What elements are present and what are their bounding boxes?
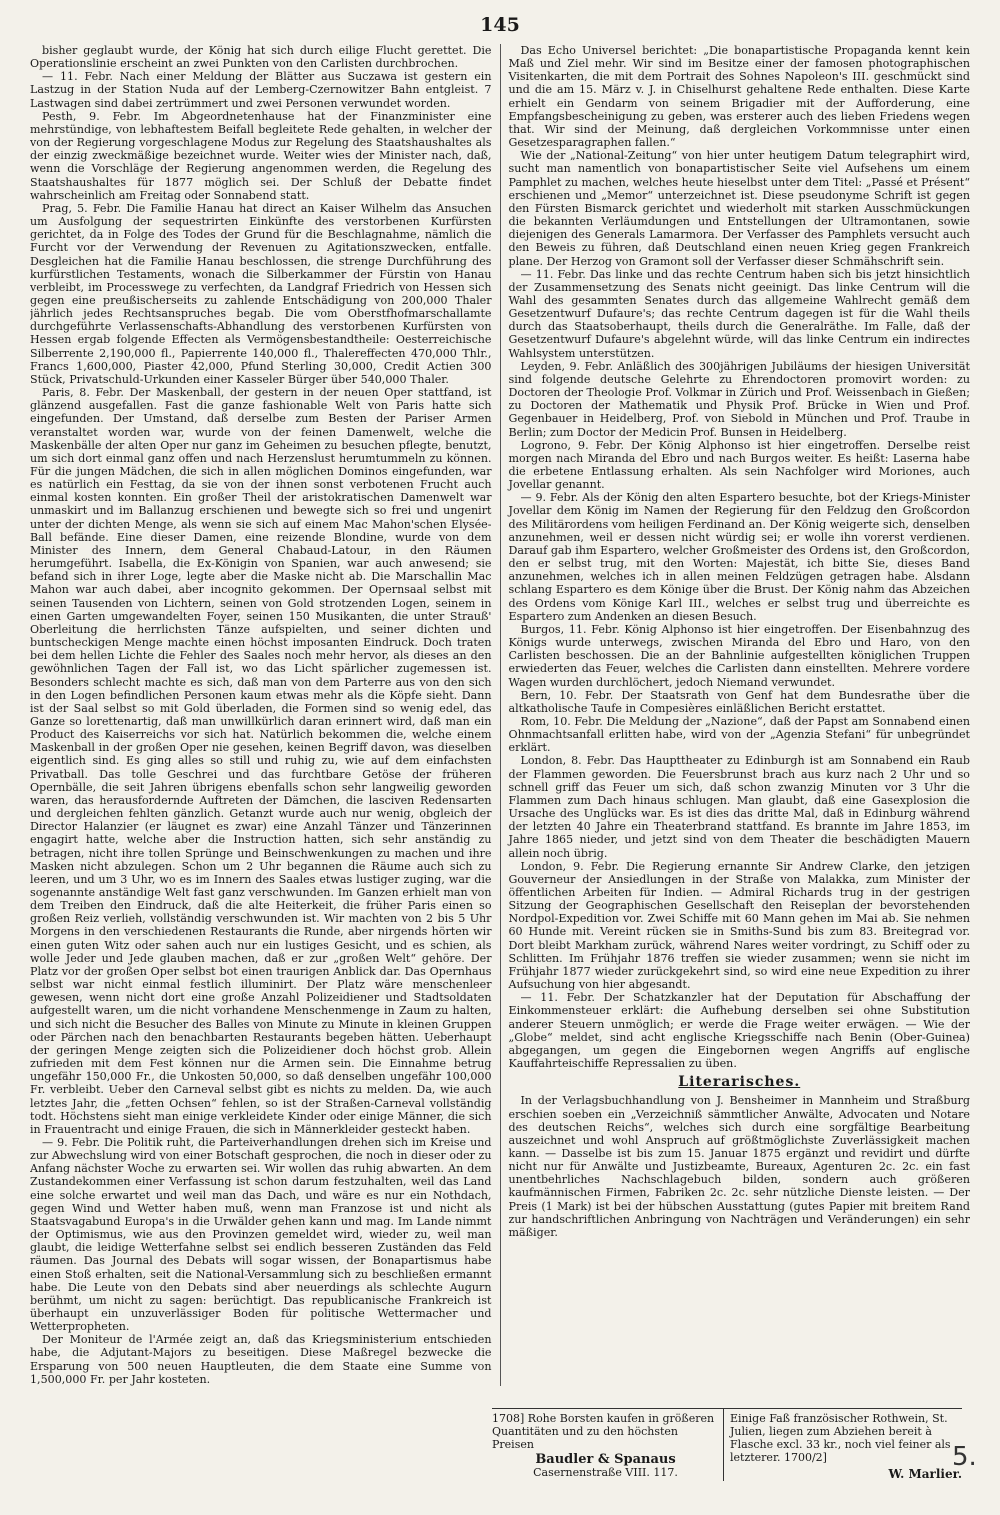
ad-address: Casernenstraße VIII. 117. [533,1466,678,1479]
article-paragraph: Paris, 8. Febr. Der Maskenball, der gestern in der neuen Oper stattfand, ist glänzend ausgefallen. Fast die ganze fashionable Welt von Paris hatte sich eingefunden. Der Umstand, daß derselbe zum Besten der Pariser Armen veranstaltet worden war, wurde von der feinen Damenwelt, welche die Maskenbälle der alten Oper nur ganz im Geheimen zu besuchen pflegte, benutzt, um sich dort einmal ganz offen und nach Herzenslust herumtummeln zu können. Für die jungen Mädchen, die sich in allen möglichen Dominos eingefunden, war es natürlich ein Festtag, da sie von der ihnen sonst verbotenen Frucht auch einmal kosten konnten. Ein großer Theil der aristokratischen Damenwelt war unmaskirt und im Ballanzug erschienen und bewegte sich so frei und ungenirt unter der dichten Menge, als wenn sie sich auf einem Mac Mahon'schen Elysée-Ball befände. Eine dieser Damen, eine reizende Blondine, wurde von dem Minister des Innern, dem General Chabaud-Latour, in den Räumen herumgeführt. Isabella, die Ex-Königin von Spanien, war auch anwesend; sie befand sich in ihrer Loge, legte aber die Maske nicht ab. Die Marschallin Mac Mahon war auch dabei, aber incognito gekommen. Der Opernsaal selbst mit seinen Tausenden von Lichtern, seinen von Gold strotzenden Logen, seinem in einen Garten umgewandelten Foyer, seinen 150 Musikanten, die unter Strauß' Oberleitung die herrlichsten Tänze aufspielten, und seiner dichten und buntscheckigen Menge machte einen höchst imposanten Eindruck. Doch traten bei dem hellen Lichte die Fehler des Saales noch mehr hervor, als dieses an den gewöhnlichen Tagen der Fall ist, wo das Licht spärlicher zugemessen ist. Besonders schlecht machte es sich, daß man von dem Parterre aus von den sich in den Logen befindlichen Personen kaum etwas mehr als die Köpfe sieht. Dann ist der Saal selbst so mit Gold überladen, die Formen sind so wenig edel, das Ganze so lorettenartig, daß man unwillkürlich daran erinnert wird, daß man ein Product des Kaiserreichs vor sich hat. Natürlich bekommen die, welche einem Maskenball in der großen Oper nie gesehen, keinen Begriff davon, was dieselben eigentlich sind. Es ging alles so still und ruhig zu, wie auf dem einfachsten Privatball. Das tolle Geschrei und das furchtbare Getöse der früheren Opernbälle, die seit Jahren übrigens ebenfalls schon sehr langweilig geworden waren, das herausfordernde Auftreten der Dämchen, die lasciven Redensarten und dergleichen fehlten gänzlich. Getanzt wurde auch nur wenig, obgleich der Director Halanzier (er läugnet es zwar) eine Anzahl Tänzer und Tänzerinnen engagirt hatte, welche aber die Instruction hatten, sich sehr anständig zu betragen, nicht ihre tollen Sprünge und Beinschwenkungen zu machen und ihre Masken nicht abzulegen. Schon um 2 Uhr begannen die Räume auch sich zu leeren, und um 3 Uhr, wo es im Innern des Saales etwas lustiger zuging, war die sogenannte anständige Welt fast ganz verschwunden. Im Ganzen erhielt man von dem Treiben den Eindruck, daß die alte Heiterkeit, die früher Paris einen so großen Reiz verlieh, vollständig verschwunden ist. Wir machten von 2 bis 5 Uhr Morgens in den verschiedenen Restaurants die Runde, aber nirgends hörten wir einen guten Witz oder sahen auch nur ein lustiges Gesicht, und es schien, als wolle Jeder und Jede glauben machen, daß er zur „großen Welt“ gehöre. Der Platz vor der großen Oper selbst bot einen traurigen Anblick dar. Das Opernhaus selbst war nicht einmal festlich illuminirt. Der Platz wäre menschenleer gewesen, wenn nicht dort eine große Anzahl Polizeidiener und Stadtsoldaten aufgestellt waren, um die nicht vorhandene Menschenmenge in Zaum zu halten, und sich nicht die Besucher des Balles von Minute zu Minute in kleinen Gruppen oder Pärchen nach den benachbarten Restaurants begeben hätten. Ueberhaupt der geringen Menge zeigten sich die Polizeidiener doch höchst grob. Allein zufrieden mit dem Fest können nur die Armen sein. Die Einnahme betrug ungefähr 150,000 Fr., die Unkosten 50,000, so daß denselben ungefähr 100,000 Fr. verbleibt. Ueber den Carneval selbst gibt es nichts zu melden. Da, wie auch letztes Jahr, die „fetten Ochsen“ fehlen, so ist der Straßen-Carneval vollständig todt. Höchstens sieht man einige verkleidete Kinder oder einige Männer, die sich in Frauentracht und einige Frauen, die sich in Männerkleider gesteckt haben. [30,386,492,1136]
article-paragraph: Burgos, 11. Febr. König Alphonso ist hier eingetroffen. Der Eisenbahnzug des Königs wurde unterwegs, zwischen Miranda del Ebro und Haro, von den Carlisten beschossen. Die an der Bahnlinie aufgestellten königlichen Truppen erwiederten das Feuer, welches die Carlisten dann einstellten. Mehrere vordere Wagen wurden durchlöchert, jedoch Niemand verwundet. [508,622,970,689]
article-paragraph: — 9. Febr. Die Politik ruht, die Parteiverhandlungen drehen sich im Kreise und zur Abwechslung wird von einer Botschaft gesprochen, die noch in dieser oder zu Anfang nächster Woche zu erwarten sei. Wir wollen das ruhig abwarten. An dem Zustandekommen einer Verfassung ist schon darum festzuhalten, weil das Land eine solche erwartet und weil man das Dach, und wäre es nur ein Nothdach, gegen Wind und Wetter haben muß, wenn man Franzose ist und nicht als Staatsvagabund Europa's in die Urwälder gehen kann und mag. Im Lande nimmt der Optimismus, wie aus den Provinzen gemeldet wird, wieder zu, weil man glaubt, die leidige Wetterfahne selbst sei endlich besseren Zuständen das Feld räumen. Das Journal des Debats will sogar wissen, der Bonapartismus habe einen Stoß erhalten, seit die National-Versammlung sich zu beschließen ermannt habe. Die Leute von den Debats sind aber neuerdings als schlechte Augurn berühmt, um nicht zu sagen: berüchtigt. Das republicanische Frankreich ist überhaupt ein unzuverlässiger Boden für politische Wettermacher und Wetterpropheten. [30,1135,492,1334]
article-paragraph: — 11. Febr. Das linke und das rechte Centrum haben sich bis jetzt hinsichtlich der Zusammensetzung des Senats nicht geeinigt. Das linke Centrum will die Wahl des gesammten Senates durch das allgemeine Wahlrecht gemäß dem Gesetzentwurf Dufaure's; das rechte Centrum dagegen ist für die Wahl theils durch das Staatsoberhaupt, theils durch die Generalräthe. Im Falle, daß der Gesetzentwurf Dufaure's abgelehnt würde, will das linke Centrum ein indirectes Wahlsystem unterstützen. [508,267,970,360]
literary-paragraph: In der Verlagsbuchhandlung von J. Bensheimer in Mannheim und Straßburg erschien soeben ein „Verzeichniß sämmtlicher Anwälte, Advocaten und Notare des deutschen Reichs“, welches sich durch eine sorgfältige Bearbeitung auszeichnet und wohl Anspruch auf größtmöglichste Zuverlässigkeit machen kann. — Dasselbe ist bis zum 15. Januar 1875 ergänzt und revidirt und dürfte nicht nur für Anwälte und Justizbeamte, Bureaux, Agenturen 2c. 2c. ein fast unentbehrliches Nachschlagebuch bilden, sondern auch größeren kaufmännischen Firmen, Fabriken 2c. 2c. sehr nützliche Dienste leisten. — Der Preis (1 Mark) ist bei der hübschen Ausstattung (gutes Papier mit breitem Rand zur handschriftlichen Anbringung von Nachträgen und Veränderungen) ein sehr mäßiger. [508,1094,970,1239]
article-paragraph: Logrono, 9. Febr. Der König Alphonso ist hier eingetroffen. Derselbe reist morgen nach Miranda del Ebro und nach Burgos weiter. Es heißt: Laserna habe die erbetene Entlassung erhalten. Als sein Nachfolger wird Moriones, auch Jovellar genannt. [508,438,970,492]
article-paragraph: Wie der „National-Zeitung“ von hier unter heutigem Datum telegraphirt wird, sucht man namentlich von bonapartistischer Seite viel Aufsehens um einem Pamphlet zu machen, welches heute hieselbst unter dem Titel: „Passé et Présent“ erschienen und „Memor“ unterzeichnet ist. Diese pseudonyme Schrift ist gegen den Fürsten Bismarck gerichtet und wiederholt mit starken Ausschmückungen die bekannten Verläumdungen und Entstellungen der Ultramontanen, sowie diejenigen des Generals Lamarmora. Der Verfasser des Pamphlets versucht auch den Beweis zu führen, daß Deutschland einen neuen Krieg gegen Frankreich plane. Der Herzog von Gramont soll der Verfasser dieser Schmähschrift sein. [508,149,970,268]
columns [30,44,970,1386]
advertisement-rothwein [724,1409,962,1481]
article-paragraph: bisher geglaubt wurde, der König hat sich durch eilige Flucht gerettet. Die Operationslinie erscheint an zwei Punkten von den Carlisten durchbrochen. [30,44,492,71]
article-paragraph: — 11. Febr. Der Schatzkanzler hat der Deputation für Abschaffung der Einkommensteuer erklärt: die Aufhebung derselben sei ohne Substitution anderer Steuern unmöglich; er werde die Frage weiter erwägen. — Wie der „Globe“ meldet, sind acht englische Kriegsschiffe nach Benin (Ober-Guinea) abgegangen, um gegen die Eingebornen wegen Angriffs auf englische Kauffahrteischiffe Repressalien zu üben. [508,991,970,1071]
right-column [500,44,971,1386]
article-paragraph: Prag, 5. Febr. Die Familie Hanau hat direct an Kaiser Wilhelm das Ansuchen um Ausfolgung der sequestrirten Einkünfte des verstorbenen Kurfürsten gerichtet, da in Folge des Todes der Grund für die Beschlagnahme, nämlich die Furcht vor der Verwendung der Revenuen zu Agitationszwecken, entfalle. Desgleichen hat die Familie Hanau beschlossen, die strenge Durchführung des kurfürstlichen Testaments, wonach die Silberkammer der Fürstin von Hanau verbleibt, im Processwege zu verfechten, da Landgraf Friedrich von Hessen sich gegen eine preußischerseits zu zahlende Entschädigung von 200,000 Thaler jährlich jedes Rechtsanspruches begab. Die vom Oberstfhofmarschallamte durchgeführte Verlassenschafts-Abhandlung des verstorbenen Kurfürsten von Hessen ergab folgende Effecten als Vermögensbestandtheile: Oesterreichische Silberrente 2,190,000 fl., Papierrente 140,000 fl., Thalereffecten 470,000 Thlr., Francs 1,600,000, Piaster 42,000, Pfund Sterling 30,000, Credit Actien 300 Stück, Privatschuld-Urkunden einer Kasseler Bürger über 540,000 Thaler. [30,201,492,386]
page-number: 145 [480,14,520,36]
article-paragraph: Bern, 10. Febr. Der Staatsrath von Genf hat dem Bundesrathe über die altkatholische Taufe in Compesières einläßlichen Bericht erstattet. [508,688,970,715]
left-column [30,44,492,1386]
article-paragraph: Pesth, 9. Febr. Im Abgeordnetenhause hat der Finanzminister eine mehrstündige, von lebhaftestem Beifall begleitete Rede gehalten, in welcher der von der Regierung vorgeschlagene Modus zur Regelung des Staatshaushaltes als der einzig zweckmäßige bezeichnet wurde. Weiter wies der Minister nach, daß, wenn die Vorschläge der Regierung angenommen werden, die Regelung des Staatshaushaltes für 1877 möglich sei. Der Schluß der Debatte findet wahrscheinlich am Freitag oder Sonnabend statt. [30,109,492,202]
article-paragraph: Der Moniteur de l'Armée zeigt an, daß das Kriegsministerium entschieden habe, die Adjutant-Majors zu beseitigen. Diese Maßregel bezwecke die Ersparung von 500 neuen Hauptleuten, die dem Staate eine Summe von 1,500,000 Fr. per Jahr kosteten. [30,1333,492,1386]
literary-heading: Literarisches. [678,1074,801,1091]
handwritten-margin-mark: 5. [952,1442,977,1472]
article-paragraph: London, 8. Febr. Das Haupttheater zu Edinburgh ist am Sonnabend ein Raub der Flammen geworden. Die Feuersbrunst brach aus kurz nach 2 Uhr und so schnell griff das Feuer um sich, daß schon zwanzig Minuten vor 3 Uhr die Flammen zum Dach hinaus schlugen. Man glaubt, daß eine Gasexplosion die Ursache des Unglücks war. Es ist dies das dritte Mal, daß in Edinburg während der letzten 40 Jahre ein Theaterbrand stattfand. Es brannte im Jahre 1853, im Jahre 1865 nieder, und jetzt sind von dem Theater die beschädigten Mauern allein noch übrig. [508,754,970,860]
advertisement-box [492,1408,962,1481]
ad-text: 1708] Rohe Borsten kaufen in größeren Quantitäten und zu den höchsten Preisen [492,1412,715,1451]
article-paragraph: Leyden, 9. Febr. Anläßlich des 300jährigen Jubiläums der hiesigen Universität sind folgende deutsche Gelehrte zu Ehrendoctoren promovirt worden: zu Doctoren der Theologie Prof. Volkmar in Zürich und Prof. Weissenbach in Gießen; zu Doctoren der Mathematik und Physik Prof. Brücke in Wien und Prof. Gegenbauer in Heidelberg, Prof. von Siebold in München und Prof. Traube in Berlin; zum Doctor der Medicin Prof. Bunsen in Heidelberg. [508,359,970,439]
article-paragraph: Rom, 10. Febr. Die Meldung der „Nazione“, daß der Papst am Sonnabend einen Ohnmachtsanfall erlitten habe, wird von der „Agenzia Stefani“ für unbegründet erklärt. [508,714,970,755]
ad-signature: W. Marlier. [888,1467,962,1481]
ad-text: Einige Faß französischer Rothwein, St. Julien, liegen zum Abziehen bereit à Flasche excl. 33 kr., noch viel feiner als letzterer. 1700/2] [730,1412,951,1464]
article-paragraph: Das Echo Universel berichtet: „Die bonapartistische Propaganda kennt kein Maß und Ziel mehr. Wir sind im Besitze einer der famosen photographischen Visitenkarten, die mit dem Portrait des Sohnes Napoleon's III. geschmückt sind und die am 15. März v. J. in Chiselhurst gehaltene Rede enthalten. Diese Karte erhielt ein Gendarm von seinem Brigadier mit der Aufforderung, eine Empfangsbescheinigung zu geben, was ersterer auch des lieben Friedens wegen that. Wir sind der Meinung, daß dergleichen Vorkommnisse unter einen Gesetzesparagraphen fallen.“ [508,44,970,150]
ad-firm: Baudler & Spanaus [535,1452,676,1467]
article-paragraph: London, 9. Febr. Die Regierung ernannte Sir Andrew Clarke, den jetzigen Gouverneur der Ansiedlungen in der Straße von Malakka, zum Minister der öffentlichen Arbeiten für Indien. — Admiral Richards trug in der gestrigen Sitzung der Geographischen Gesellschaft den Reiseplan der bevorstehenden Nordpol-Expedition vor. Zwei Schiffe mit 60 Mann gehen im Mai ab. Sie nehmen 60 Hunde mit. Vereint rücken sie in Smiths-Sund bis zum 83. Breitegrad vor. Dort bleibt Markham zurück, während Nares weiter vordringt, zu Schiff oder zu Schlitten. Im Frühjahr 1876 treffen sie wieder zusammen; wenn sie nicht im Frühjahr 1877 wieder zurückgekehrt sind, so wird eine neue Expedition zu ihrer Aufsuchung von hier abgesandt. [508,859,970,992]
advertisement-borsten [492,1409,724,1481]
article-paragraph: — 11. Febr. Nach einer Meldung der Blätter aus Suczawa ist gestern ein Lastzug in der Station Nuda auf der Lemberg-Czernowitzer Bahn entgleist. 7 Lastwagen sind dabei zertrümmert und zwei Personen verwundet worden. [30,70,492,110]
article-paragraph: — 9. Febr. Als der König den alten Espartero besuchte, bot der Kriegs-Minister Jovellar dem König im Namen der Regierung für den Feldzug den Großcordon des Militärordens vom heiligen Ferdinand an. Der König weigerte sich, denselben anzunehmen, weil er dessen nicht würdig sei; er wolle ihn vorerst verdienen. Darauf gab ihm Espartero, welcher Großmeister des Ordens ist, den Großcordon, den er selbst trug, mit den Worten: Majestät, ich bitte Sie, dieses Band anzunehmen, welches ich in allen meinen Feldzügen getragen habe. Alsdann schlang Espartero es dem Könige über die Brust. Der König nahm das Abzeichen des Ordens vom Könige Karl III., welches er selbst trug und überreichte es Espartero zum Andenken an diesen Besuch. [508,491,970,623]
